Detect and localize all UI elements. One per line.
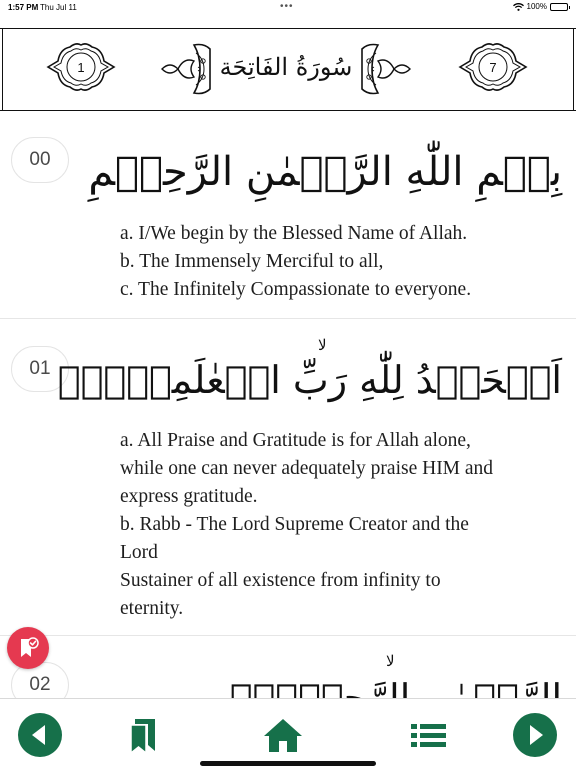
home-icon bbox=[262, 716, 304, 754]
bookmark-check-icon bbox=[16, 636, 40, 660]
list-icon bbox=[408, 719, 448, 751]
translation-line: eternity. bbox=[120, 598, 184, 619]
home-indicator[interactable] bbox=[200, 761, 376, 766]
translation-line: a. All Praise and Gratitude is for Allah alone, bbox=[120, 430, 471, 451]
translation-line: b. Rabb - The Lord Supreme Creator and the bbox=[120, 514, 469, 535]
wifi-icon bbox=[513, 3, 524, 11]
verse-divider bbox=[0, 635, 576, 636]
translation-line: b. The Immensely Merciful to all, bbox=[120, 251, 384, 272]
verse-number-badge[interactable]: 02 bbox=[11, 662, 69, 708]
translation-line: Lord bbox=[120, 542, 158, 563]
previous-button[interactable] bbox=[16, 711, 64, 759]
surah-number-badge bbox=[46, 41, 116, 93]
surah-number: 1 bbox=[77, 59, 85, 75]
waqf-mark: لا bbox=[386, 652, 395, 670]
multitasking-dots-icon[interactable]: ••• bbox=[280, 1, 294, 12]
verse-translation[interactable] bbox=[120, 220, 560, 304]
translation-line: express gratitude. bbox=[120, 486, 258, 507]
bookmarks-button[interactable] bbox=[119, 711, 167, 759]
verse-number-badge[interactable]: 01 bbox=[11, 346, 69, 392]
ayah-count-badge bbox=[458, 41, 528, 93]
translation-line: a. I/We begin by the Blessed Name of Allah. bbox=[120, 223, 468, 244]
translation-line: c. The Infinitely Compassionate to everyone. bbox=[120, 279, 472, 300]
verse-number-badge[interactable]: 00 bbox=[11, 137, 69, 183]
status-date: Thu Jul 11 bbox=[40, 3, 77, 12]
status-bar bbox=[0, 0, 576, 16]
home-button[interactable] bbox=[259, 711, 307, 759]
status-time: 1:57 PM bbox=[8, 3, 39, 12]
surah-title: سُورَةُ الفَاتِحَة bbox=[219, 53, 353, 81]
bookmarks-icon bbox=[123, 715, 163, 755]
next-arrow-icon bbox=[512, 712, 558, 758]
next-button[interactable] bbox=[511, 711, 559, 759]
verse-arabic[interactable]: بِسۡمِ اللّٰهِ الرَّحۡمٰنِ الرَّحِيۡمِ bbox=[88, 149, 562, 195]
battery-icon bbox=[550, 3, 568, 11]
bottom-nav-bar bbox=[0, 698, 576, 768]
waqf-mark: لا bbox=[318, 336, 327, 354]
status-indicators bbox=[513, 2, 568, 11]
translation-line: while one can never adequately praise HIM and bbox=[120, 458, 494, 479]
battery-percent: 100% bbox=[526, 2, 547, 11]
title-cartouche bbox=[160, 39, 412, 99]
add-bookmark-button[interactable] bbox=[7, 627, 49, 669]
prev-arrow-icon bbox=[17, 712, 63, 758]
translation-line: Sustainer of all existence from infinity to bbox=[120, 570, 441, 591]
verse-translation[interactable] bbox=[120, 427, 560, 623]
surah-header bbox=[0, 28, 576, 111]
verse-divider bbox=[0, 318, 576, 319]
verse-arabic[interactable]: اَلۡحَمۡدُ لِلّٰهِ رَبِّ الۡعٰلَمِيۡنَۙ bbox=[57, 358, 562, 402]
surah-list-button[interactable] bbox=[404, 711, 452, 759]
ayah-count: 7 bbox=[489, 59, 497, 75]
